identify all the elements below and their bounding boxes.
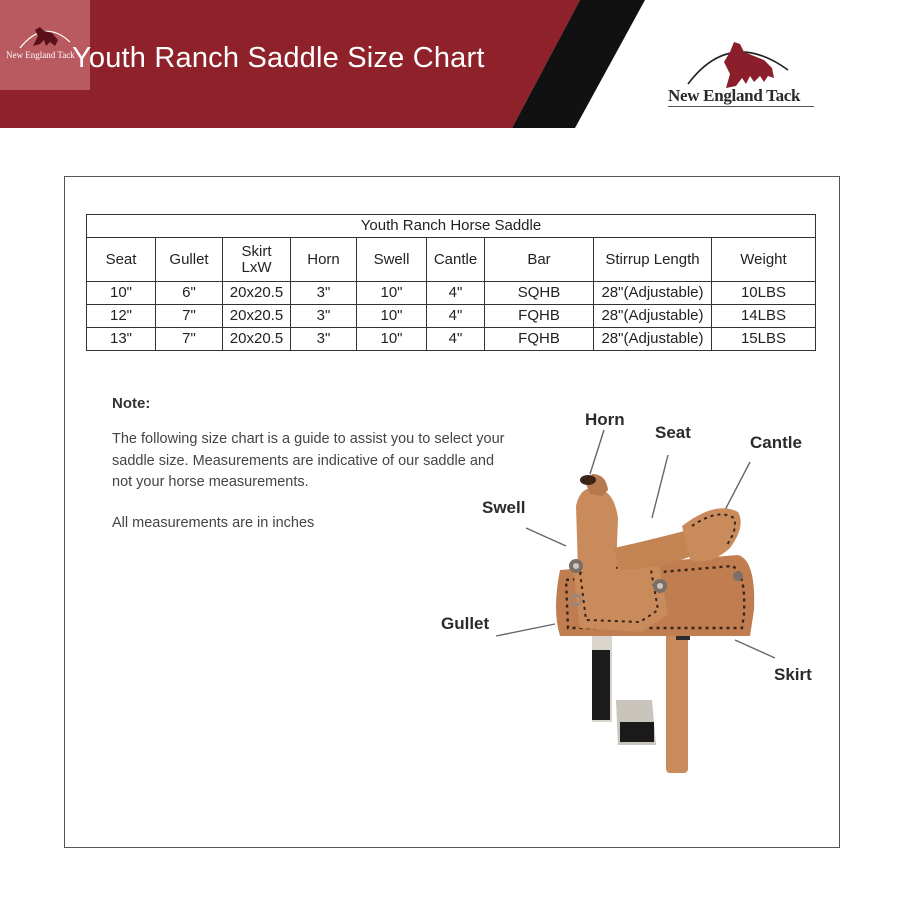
small-logo-text: New England Tack [6,50,75,60]
table-caption: Youth Ranch Horse Saddle [87,215,816,238]
note-units: All measurements are in inches [112,515,315,531]
table-cell: 13" [87,328,156,351]
label-gullet: Gullet [441,614,490,633]
table-cell: FQHB [485,305,594,328]
table-cell: 4" [427,305,485,328]
table-cell: 20x20.5 [223,282,291,305]
table-cell: 7" [156,328,223,351]
column-header: Horn [291,238,357,282]
table-cell: 28"(Adjustable) [594,282,712,305]
table-cell: 4" [427,328,485,351]
table-row [87,282,816,305]
table-cell: 10" [357,282,427,305]
table-cell: 3" [291,282,357,305]
table-cell: 20x20.5 [223,305,291,328]
saddle-diagram [420,400,840,800]
label-horn: Horn [585,410,625,429]
table-cell: 3" [291,328,357,351]
column-header: Bar [485,238,594,282]
table-cell: SQHB [485,282,594,305]
table-cell: 7" [156,305,223,328]
table-cell: 10LBS [712,282,816,305]
label-cantle: Cantle [750,433,802,452]
saddle-illustration [420,400,840,800]
label-swell: Swell [482,498,526,517]
column-header: Weight [712,238,816,282]
column-header: Stirrup Length [594,238,712,282]
table-cell: 3" [291,305,357,328]
table-row [87,305,816,328]
banner-title: Youth Ranch Saddle Size Chart [72,42,485,74]
table-cell: 10" [357,328,427,351]
table-cell: 28"(Adjustable) [594,305,712,328]
table-cell: 10" [87,282,156,305]
table-cell: 28"(Adjustable) [594,328,712,351]
label-skirt: Skirt [774,665,812,684]
table-cell: 15LBS [712,328,816,351]
table-cell: 12" [87,305,156,328]
note-heading: Note: [112,395,151,412]
note-text: The following size chart is a guide to assist you to select your saddle size. Measurements are indicative of our saddle and not your horse measurements. [112,431,505,490]
label-seat: Seat [655,423,691,442]
brand-underline [668,106,814,107]
table-cell: FQHB [485,328,594,351]
table-cell: 6" [156,282,223,305]
column-header: Cantle [427,238,485,282]
table-cell: 4" [427,282,485,305]
column-header: Seat [87,238,156,282]
table-cell: 14LBS [712,305,816,328]
table-row [87,328,816,351]
table-cell: 10" [357,305,427,328]
brand-name: New England Tack [668,86,801,105]
header-banner [0,0,900,128]
column-header: Skirt LxW [223,238,291,282]
column-header: Swell [357,238,427,282]
table-cell: 20x20.5 [223,328,291,351]
size-table [86,214,816,351]
column-header: Gullet [156,238,223,282]
